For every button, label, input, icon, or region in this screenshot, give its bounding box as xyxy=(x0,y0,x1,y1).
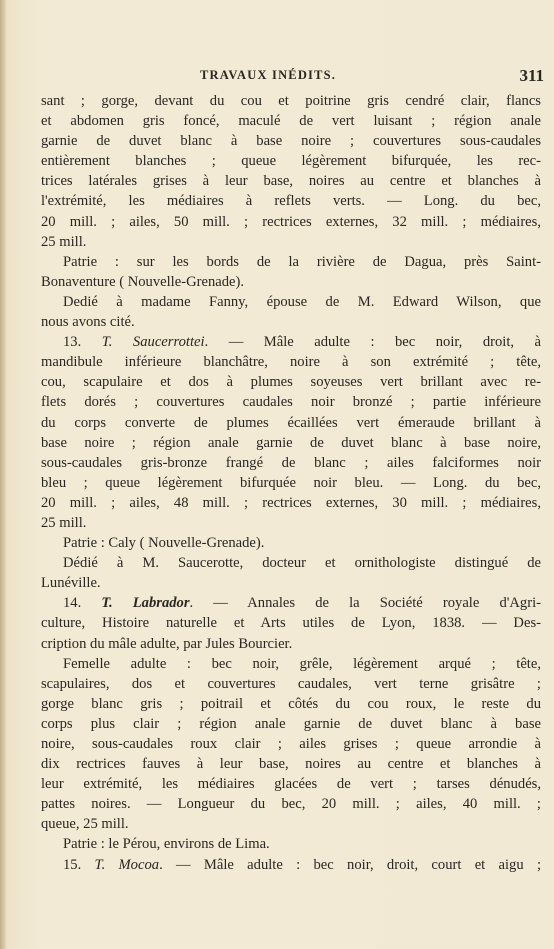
page-number: 311 xyxy=(519,66,544,85)
text-line: 25 mill. xyxy=(41,514,87,531)
text-line: sant ; gorge, devant du cou et poitrine gris cendré clair, flancs xyxy=(41,93,541,109)
text-line: trices latérales grises à leur base, noires au centre et blanches à xyxy=(41,173,541,190)
text-line: base noire ; région anale garnie de duvet blanc à base noire, xyxy=(41,434,541,451)
text-line: 13. T. Saucerrottei. — Mâle adulte : bec noir, droit, à xyxy=(63,334,542,351)
text-line: gorge blanc gris ; poitrail et côtés du cou roux, le reste du xyxy=(41,695,541,712)
page-spine-shadow xyxy=(0,0,6,949)
page-header xyxy=(40,66,544,90)
text-line: scapulaires, dos et couvertures caudales, vert terne grisâtre ; xyxy=(41,675,541,692)
text-line: Dédié à M. Saucerotte, docteur et ornithologiste distingué de xyxy=(63,555,541,572)
text-line: garnie de duvet blanc à base noire ; couvertures sous-caudales xyxy=(41,133,541,150)
species-name: T. Mocoa xyxy=(94,856,160,873)
text-line: Patrie : le Pérou, environs de Lima. xyxy=(63,836,270,853)
text-line: mandibule inférieure blanchâtre, noire à son extrémité ; tête, xyxy=(41,354,541,371)
text-line: nous avons cité. xyxy=(41,314,135,331)
species-name: T. Labrador xyxy=(101,595,190,612)
text-line: bleu ; queue légèrement bifurquée noir bleu. — Long. du bec, xyxy=(41,474,541,491)
text-line: Bonaventure ( Nouvelle-Grenade). xyxy=(41,273,245,290)
text-line: leur extrémité, les médiaires glacées de vert ; tarses dénudés, xyxy=(41,776,541,793)
text-line: 15. T. Mocoa. — Mâle adulte : bec noir, droit, court et aigu ; xyxy=(63,856,542,873)
body-text xyxy=(41,91,541,875)
text-line: Lunéville. xyxy=(41,575,101,592)
text-line: Patrie : sur les bords de la rivière de Dagua, près Saint- xyxy=(63,253,541,270)
text-line: Femelle adulte : bec noir, grêle, légèrement arqué ; tête, xyxy=(63,655,541,672)
text-line: entièrement blanches ; queue légèrement bifurquée, les rec- xyxy=(41,153,541,170)
text-line: 20 mill. ; ailes, 48 mill. ; rectrices externes, 30 mill. ; médiaires, xyxy=(41,494,541,511)
text-line: 20 mill. ; ailes, 50 mill. ; rectrices externes, 32 mill. ; médiaires, xyxy=(41,213,541,230)
text-line: dix rectrices fauves à leur base, noires au centre et blanches à xyxy=(41,756,541,773)
text-line: queue, 25 mill. xyxy=(41,816,129,833)
text-line: l'extrémité, les médiaires à reflets verts. — Long. du bec, xyxy=(41,193,541,210)
text-line: Dedié à madame Fanny, épouse de M. Edward Wilson, que xyxy=(63,293,541,310)
text-line: cription du mâle adulte, par Jules Bourcier. xyxy=(41,635,293,652)
text-line: corps plus clair ; région anale garnie de duvet blanc à base xyxy=(41,715,541,732)
text-line: Patrie : Caly ( Nouvelle-Grenade). xyxy=(63,535,265,552)
text-line: noire, sous-caudales roux clair ; ailes grises ; queue arrondie à xyxy=(41,736,541,752)
species-name: T. Saucerrottei xyxy=(101,334,205,351)
text-line: 25 mill. xyxy=(41,233,87,250)
running-head: TRAVAUX INÉDITS. xyxy=(200,68,337,82)
text-line: cou, scapulaire et dos à plumes soyeuses vert brillant avec re- xyxy=(41,374,541,391)
text-line: pattes noires. — Longueur du bec, 20 mill. ; ailes, 40 mill. ; xyxy=(41,796,541,813)
text-line: culture, Histoire naturelle et Arts utiles de Lyon, 1838. — Des- xyxy=(41,615,541,632)
text-line: et abdomen gris foncé, maculé de vert luisant ; région anale xyxy=(41,113,541,130)
text-line: flets dorés ; couvertures caudales noir bronzé ; partie inférieure xyxy=(41,394,541,411)
text-line: du corps converte de plumes écaillées vert émeraude brillant à xyxy=(41,414,541,431)
text-line: 14. T. Labrador. — Annales de la Société royale d'Agri- xyxy=(63,595,542,612)
text-line: sous-caudales gris-bronze frangé de blanc ; ailes falciformes noir xyxy=(41,454,541,471)
